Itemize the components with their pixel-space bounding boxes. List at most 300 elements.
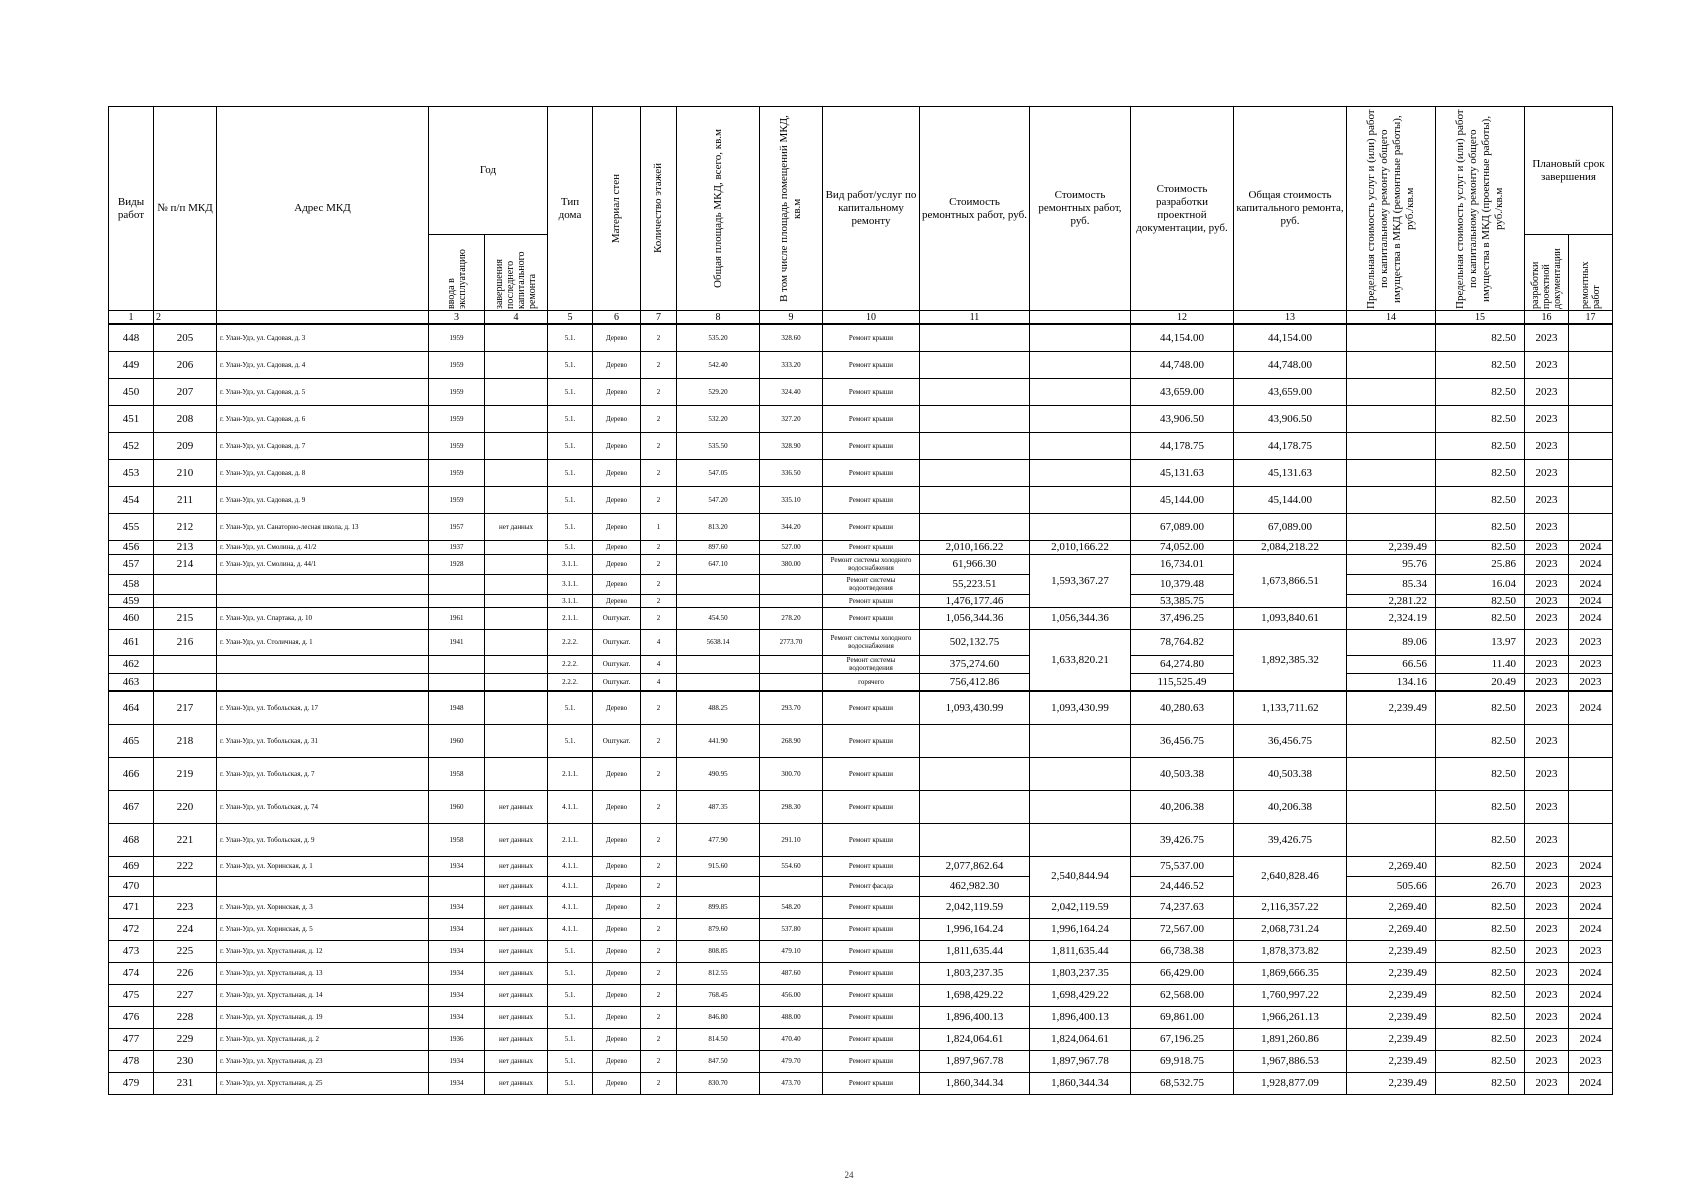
total-area: 813.20 bbox=[677, 513, 760, 540]
deadline-works: 2024 bbox=[1569, 1028, 1613, 1050]
limit-repair: 85.34 bbox=[1347, 574, 1436, 594]
limit-design: 82.50 bbox=[1436, 724, 1525, 757]
year-last-repair: нет данных bbox=[485, 896, 548, 918]
limit-repair bbox=[1347, 378, 1436, 405]
work-kind: Ремонт крыши bbox=[823, 540, 920, 554]
year-last-repair bbox=[485, 629, 548, 655]
col-number: 6 bbox=[593, 311, 641, 325]
floors: 2 bbox=[641, 540, 677, 554]
total-area: 532.20 bbox=[677, 405, 760, 432]
house-type: 2.2.2. bbox=[548, 655, 593, 673]
col-number: 7 bbox=[641, 311, 677, 325]
work-kind: Ремонт системы водоотведения bbox=[823, 655, 920, 673]
limit-design: 82.50 bbox=[1436, 757, 1525, 790]
year-last-repair bbox=[485, 607, 548, 629]
limit-design: 82.50 bbox=[1436, 459, 1525, 486]
floors: 2 bbox=[641, 1028, 677, 1050]
design-cost: 74,052.00 bbox=[1131, 540, 1234, 554]
limit-design: 20.49 bbox=[1436, 673, 1525, 691]
limit-design: 82.50 bbox=[1436, 691, 1525, 724]
mkd-number: 208 bbox=[154, 405, 217, 432]
year-commission: 1934 bbox=[429, 896, 485, 918]
mkd-number bbox=[154, 655, 217, 673]
year-last-repair bbox=[485, 724, 548, 757]
total-cost: 1,760,997.22 bbox=[1234, 984, 1347, 1006]
repair-cost: 462,982.30 bbox=[920, 876, 1030, 896]
year-last-repair bbox=[485, 655, 548, 673]
repair-cost bbox=[920, 378, 1030, 405]
row-index: 458 bbox=[109, 574, 154, 594]
premises-area bbox=[760, 673, 823, 691]
year-commission bbox=[429, 594, 485, 607]
deadline-works: 2024 bbox=[1569, 554, 1613, 574]
repair-cost-2 bbox=[1030, 513, 1131, 540]
year-last-repair bbox=[485, 405, 548, 432]
premises-area: 456.00 bbox=[760, 984, 823, 1006]
address-cell: г. Улан-Удэ, ул. Хоринская, д. 3 bbox=[217, 896, 429, 918]
table-row bbox=[109, 607, 1613, 629]
deadline-works: 2024 bbox=[1569, 962, 1613, 984]
work-kind: Ремонт крыши bbox=[823, 823, 920, 856]
col-total-cost: Общая стоимость капитального ремонта, руб. bbox=[1234, 107, 1347, 311]
year-commission: 1959 bbox=[429, 432, 485, 459]
repair-cost bbox=[920, 724, 1030, 757]
mkd-number bbox=[154, 594, 217, 607]
floors: 2 bbox=[641, 940, 677, 962]
col-number: 5 bbox=[548, 311, 593, 325]
limit-design: 82.50 bbox=[1436, 486, 1525, 513]
year-last-repair bbox=[485, 691, 548, 724]
total-area: 897.60 bbox=[677, 540, 760, 554]
row-index: 468 bbox=[109, 823, 154, 856]
total-area: 812.55 bbox=[677, 962, 760, 984]
limit-design: 82.50 bbox=[1436, 1006, 1525, 1028]
mkd-number: 227 bbox=[154, 984, 217, 1006]
house-type: 5.1. bbox=[548, 486, 593, 513]
year-commission: 1928 bbox=[429, 554, 485, 574]
total-area bbox=[677, 876, 760, 896]
floors: 2 bbox=[641, 1072, 677, 1094]
limit-repair: 2,239.49 bbox=[1347, 540, 1436, 554]
deadline-works: 2024 bbox=[1569, 856, 1613, 876]
design-cost: 44,154.00 bbox=[1131, 324, 1234, 351]
deadline-works bbox=[1569, 351, 1613, 378]
house-type: 5.1. bbox=[548, 405, 593, 432]
total-cost: 2,116,357.22 bbox=[1234, 896, 1347, 918]
total-area: 5638.14 bbox=[677, 629, 760, 655]
repair-cost-2 bbox=[1030, 459, 1131, 486]
deadline-design: 2023 bbox=[1525, 691, 1569, 724]
deadline-design: 2023 bbox=[1525, 757, 1569, 790]
repair-cost-2: 1,803,237.35 bbox=[1030, 962, 1131, 984]
column-number-row bbox=[109, 311, 1613, 325]
row-index: 474 bbox=[109, 962, 154, 984]
repair-cost: 1,824,064.61 bbox=[920, 1028, 1030, 1050]
total-cost: 1,967,886.53 bbox=[1234, 1050, 1347, 1072]
repair-cost-2: 2,010,166.22 bbox=[1030, 540, 1131, 554]
repair-cost: 1,896,400.13 bbox=[920, 1006, 1030, 1028]
design-cost: 43,906.50 bbox=[1131, 405, 1234, 432]
address-cell: г. Улан-Удэ, ул. Хрустальная, д. 23 bbox=[217, 1050, 429, 1072]
house-type: 2.1.1. bbox=[548, 757, 593, 790]
address-cell: г. Улан-Удэ, ул. Смолина, д. 44/1 bbox=[217, 554, 429, 574]
wall-material: Дерево bbox=[593, 324, 641, 351]
design-cost: 39,426.75 bbox=[1131, 823, 1234, 856]
row-index: 477 bbox=[109, 1028, 154, 1050]
table-body bbox=[109, 324, 1613, 1094]
col-deadline-works: ремонтных работ bbox=[1569, 235, 1613, 311]
limit-repair bbox=[1347, 790, 1436, 823]
design-cost: 115,525.49 bbox=[1131, 673, 1234, 691]
house-type: 4.1.1. bbox=[548, 918, 593, 940]
deadline-design: 2023 bbox=[1525, 1028, 1569, 1050]
design-cost: 44,178.75 bbox=[1131, 432, 1234, 459]
floors: 2 bbox=[641, 459, 677, 486]
limit-repair bbox=[1347, 486, 1436, 513]
floors: 2 bbox=[641, 607, 677, 629]
col-total-area: Общая площадь МКД, всего, кв.м bbox=[677, 107, 760, 311]
total-cost: 45,131.63 bbox=[1234, 459, 1347, 486]
repair-cost-2: 1,593,367.27 bbox=[1030, 554, 1131, 607]
year-last-repair bbox=[485, 378, 548, 405]
work-kind: Ремонт крыши bbox=[823, 459, 920, 486]
year-last-repair bbox=[485, 432, 548, 459]
row-index: 479 bbox=[109, 1072, 154, 1094]
address-cell: г. Улан-Удэ, ул. Смолина, д. 41/2 bbox=[217, 540, 429, 554]
work-kind: Ремонт крыши bbox=[823, 940, 920, 962]
deadline-design: 2023 bbox=[1525, 574, 1569, 594]
row-index: 450 bbox=[109, 378, 154, 405]
row-index: 455 bbox=[109, 513, 154, 540]
year-commission: 1937 bbox=[429, 540, 485, 554]
deadline-design: 2023 bbox=[1525, 876, 1569, 896]
total-area: 768.45 bbox=[677, 984, 760, 1006]
mkd-number: 228 bbox=[154, 1006, 217, 1028]
table-row bbox=[109, 724, 1613, 757]
limit-design: 82.50 bbox=[1436, 405, 1525, 432]
wall-material: Дерево bbox=[593, 940, 641, 962]
total-cost: 43,659.00 bbox=[1234, 378, 1347, 405]
deadline-works: 2023 bbox=[1569, 655, 1613, 673]
limit-design: 16.04 bbox=[1436, 574, 1525, 594]
wall-material: Дерево bbox=[593, 574, 641, 594]
work-kind: Ремонт крыши bbox=[823, 378, 920, 405]
year-last-repair bbox=[485, 540, 548, 554]
repair-cost bbox=[920, 513, 1030, 540]
table-row bbox=[109, 757, 1613, 790]
premises-area: 327.20 bbox=[760, 405, 823, 432]
repair-cost: 502,132.75 bbox=[920, 629, 1030, 655]
address-cell: г. Улан-Удэ, ул. Тобольская, д. 7 bbox=[217, 757, 429, 790]
year-commission: 1934 bbox=[429, 918, 485, 940]
deadline-design: 2023 bbox=[1525, 1006, 1569, 1028]
design-cost: 69,861.00 bbox=[1131, 1006, 1234, 1028]
wall-material: Оштукат. bbox=[593, 629, 641, 655]
limit-repair: 89.06 bbox=[1347, 629, 1436, 655]
mkd-number: 212 bbox=[154, 513, 217, 540]
design-cost: 72,567.00 bbox=[1131, 918, 1234, 940]
deadline-design: 2023 bbox=[1525, 655, 1569, 673]
total-cost: 1,892,385.32 bbox=[1234, 629, 1347, 691]
house-type: 4.1.1. bbox=[548, 790, 593, 823]
deadline-design: 2023 bbox=[1525, 673, 1569, 691]
repair-cost bbox=[920, 486, 1030, 513]
repair-cost-2: 1,824,064.61 bbox=[1030, 1028, 1131, 1050]
limit-repair bbox=[1347, 351, 1436, 378]
table-row bbox=[109, 896, 1613, 918]
year-commission: 1961 bbox=[429, 607, 485, 629]
house-type: 2.2.2. bbox=[548, 629, 593, 655]
table-row bbox=[109, 432, 1613, 459]
deadline-design: 2023 bbox=[1525, 607, 1569, 629]
wall-material: Дерево bbox=[593, 876, 641, 896]
premises-area: 2773.70 bbox=[760, 629, 823, 655]
repair-cost-2: 1,093,430.99 bbox=[1030, 691, 1131, 724]
row-index: 461 bbox=[109, 629, 154, 655]
premises-area bbox=[760, 655, 823, 673]
wall-material: Дерево bbox=[593, 962, 641, 984]
year-commission: 1959 bbox=[429, 351, 485, 378]
mkd-number: 215 bbox=[154, 607, 217, 629]
limit-repair: 2,239.49 bbox=[1347, 962, 1436, 984]
table-row bbox=[109, 984, 1613, 1006]
year-last-repair: нет данных bbox=[485, 823, 548, 856]
total-cost: 36,456.75 bbox=[1234, 724, 1347, 757]
limit-design: 82.50 bbox=[1436, 940, 1525, 962]
floors: 1 bbox=[641, 513, 677, 540]
floors: 2 bbox=[641, 574, 677, 594]
limit-repair: 95.76 bbox=[1347, 554, 1436, 574]
limit-repair: 2,324.19 bbox=[1347, 607, 1436, 629]
limit-design: 82.50 bbox=[1436, 540, 1525, 554]
work-kind: Ремонт системы холодного водоснабжения bbox=[823, 554, 920, 574]
mkd-number: 210 bbox=[154, 459, 217, 486]
limit-repair: 2,269.40 bbox=[1347, 896, 1436, 918]
house-type: 2.2.2. bbox=[548, 673, 593, 691]
deadline-design: 2023 bbox=[1525, 540, 1569, 554]
table-row bbox=[109, 1050, 1613, 1072]
deadline-works: 2023 bbox=[1569, 629, 1613, 655]
year-last-repair: нет данных bbox=[485, 1072, 548, 1094]
year-last-repair bbox=[485, 594, 548, 607]
row-index: 466 bbox=[109, 757, 154, 790]
mkd-number: 205 bbox=[154, 324, 217, 351]
design-cost: 64,274.80 bbox=[1131, 655, 1234, 673]
year-commission: 1959 bbox=[429, 324, 485, 351]
repair-cost-2: 1,811,635.44 bbox=[1030, 940, 1131, 962]
table-row bbox=[109, 513, 1613, 540]
limit-design: 82.50 bbox=[1436, 607, 1525, 629]
address-cell: г. Улан-Удэ, ул. Тобольская, д. 31 bbox=[217, 724, 429, 757]
total-cost: 39,426.75 bbox=[1234, 823, 1347, 856]
deadline-design: 2023 bbox=[1525, 432, 1569, 459]
col-number: 15 bbox=[1436, 311, 1525, 325]
year-last-repair bbox=[485, 486, 548, 513]
total-area: 441.90 bbox=[677, 724, 760, 757]
design-cost: 37,496.25 bbox=[1131, 607, 1234, 629]
total-area: 647.10 bbox=[677, 554, 760, 574]
limit-design: 82.50 bbox=[1436, 918, 1525, 940]
address-cell: г. Улан-Удэ, ул. Садовая, д. 3 bbox=[217, 324, 429, 351]
row-index: 463 bbox=[109, 673, 154, 691]
table-row bbox=[109, 691, 1613, 724]
house-type: 5.1. bbox=[548, 324, 593, 351]
mkd-number: 221 bbox=[154, 823, 217, 856]
premises-area: 527.00 bbox=[760, 540, 823, 554]
floors: 2 bbox=[641, 724, 677, 757]
total-area: 830.70 bbox=[677, 1072, 760, 1094]
house-type: 5.1. bbox=[548, 1050, 593, 1072]
limit-design: 82.50 bbox=[1436, 594, 1525, 607]
limit-design: 82.50 bbox=[1436, 823, 1525, 856]
work-kind: Ремонт крыши bbox=[823, 757, 920, 790]
year-last-repair bbox=[485, 673, 548, 691]
table-row bbox=[109, 486, 1613, 513]
premises-area: 300.70 bbox=[760, 757, 823, 790]
repair-cost bbox=[920, 432, 1030, 459]
premises-area: 548.20 bbox=[760, 896, 823, 918]
year-last-repair: нет данных bbox=[485, 790, 548, 823]
wall-material: Дерево bbox=[593, 984, 641, 1006]
deadline-design: 2023 bbox=[1525, 378, 1569, 405]
repair-cost-2: 1,996,164.24 bbox=[1030, 918, 1131, 940]
total-cost: 1,966,261.13 bbox=[1234, 1006, 1347, 1028]
total-cost: 44,748.00 bbox=[1234, 351, 1347, 378]
limit-repair bbox=[1347, 459, 1436, 486]
house-type: 3.1.1. bbox=[548, 594, 593, 607]
work-kind: Ремонт крыши bbox=[823, 1072, 920, 1094]
total-cost: 1,928,877.09 bbox=[1234, 1072, 1347, 1094]
deadline-design: 2023 bbox=[1525, 324, 1569, 351]
table-row bbox=[109, 378, 1613, 405]
mkd-number: 229 bbox=[154, 1028, 217, 1050]
floors: 4 bbox=[641, 673, 677, 691]
limit-design: 82.50 bbox=[1436, 1028, 1525, 1050]
col-number: 8 bbox=[677, 311, 760, 325]
house-type: 5.1. bbox=[548, 378, 593, 405]
address-cell: г. Улан-Удэ, ул. Хрустальная, д. 2 bbox=[217, 1028, 429, 1050]
floors: 2 bbox=[641, 405, 677, 432]
premises-area: 336.50 bbox=[760, 459, 823, 486]
deadline-design: 2023 bbox=[1525, 486, 1569, 513]
mkd-number: 216 bbox=[154, 629, 217, 655]
total-area: 915.60 bbox=[677, 856, 760, 876]
mkd-number: 217 bbox=[154, 691, 217, 724]
premises-area: 335.10 bbox=[760, 486, 823, 513]
row-index: 478 bbox=[109, 1050, 154, 1072]
limit-repair bbox=[1347, 757, 1436, 790]
design-cost: 68,532.75 bbox=[1131, 1072, 1234, 1094]
design-cost: 66,738.38 bbox=[1131, 940, 1234, 962]
premises-area: 554.60 bbox=[760, 856, 823, 876]
house-type: 4.1.1. bbox=[548, 896, 593, 918]
wall-material: Дерево bbox=[593, 351, 641, 378]
total-area: 879.60 bbox=[677, 918, 760, 940]
total-cost: 40,503.38 bbox=[1234, 757, 1347, 790]
limit-repair: 2,239.49 bbox=[1347, 940, 1436, 962]
repair-cost-2 bbox=[1030, 823, 1131, 856]
wall-material: Дерево bbox=[593, 540, 641, 554]
repair-cost bbox=[920, 351, 1030, 378]
total-area: 847.50 bbox=[677, 1050, 760, 1072]
year-last-repair bbox=[485, 574, 548, 594]
total-area: 808.85 bbox=[677, 940, 760, 962]
wall-material: Дерево bbox=[593, 918, 641, 940]
limit-design: 82.50 bbox=[1436, 513, 1525, 540]
floors: 2 bbox=[641, 378, 677, 405]
table-row bbox=[109, 629, 1613, 655]
repair-cost: 1,093,430.99 bbox=[920, 691, 1030, 724]
total-area: 542.40 bbox=[677, 351, 760, 378]
total-cost: 1,869,666.35 bbox=[1234, 962, 1347, 984]
floors: 2 bbox=[641, 984, 677, 1006]
repair-cost: 1,996,164.24 bbox=[920, 918, 1030, 940]
row-index: 462 bbox=[109, 655, 154, 673]
total-cost: 44,154.00 bbox=[1234, 324, 1347, 351]
design-cost: 45,144.00 bbox=[1131, 486, 1234, 513]
total-area: 454.50 bbox=[677, 607, 760, 629]
floors: 4 bbox=[641, 629, 677, 655]
year-last-repair bbox=[485, 757, 548, 790]
floors: 2 bbox=[641, 823, 677, 856]
row-index: 459 bbox=[109, 594, 154, 607]
address-cell: г. Улан-Удэ, ул. Хрустальная, д. 19 bbox=[217, 1006, 429, 1028]
wall-material: Дерево bbox=[593, 378, 641, 405]
house-type: 5.1. bbox=[548, 940, 593, 962]
wall-material: Дерево bbox=[593, 486, 641, 513]
limit-design: 11.40 bbox=[1436, 655, 1525, 673]
deadline-works bbox=[1569, 378, 1613, 405]
deadline-design: 2023 bbox=[1525, 459, 1569, 486]
premises-area: 487.60 bbox=[760, 962, 823, 984]
design-cost: 40,280.63 bbox=[1131, 691, 1234, 724]
limit-design: 82.50 bbox=[1436, 351, 1525, 378]
year-last-repair: нет данных bbox=[485, 876, 548, 896]
year-last-repair: нет данных bbox=[485, 940, 548, 962]
deadline-works bbox=[1569, 757, 1613, 790]
year-commission bbox=[429, 673, 485, 691]
total-cost: 1,133,711.62 bbox=[1234, 691, 1347, 724]
repair-cost bbox=[920, 459, 1030, 486]
wall-material: Дерево bbox=[593, 790, 641, 823]
repair-cost: 1,803,237.35 bbox=[920, 962, 1030, 984]
repair-cost-2 bbox=[1030, 757, 1131, 790]
wall-material: Дерево bbox=[593, 459, 641, 486]
floors: 2 bbox=[641, 691, 677, 724]
limit-design: 82.50 bbox=[1436, 896, 1525, 918]
mkd-number: 231 bbox=[154, 1072, 217, 1094]
limit-design: 25.86 bbox=[1436, 554, 1525, 574]
deadline-works bbox=[1569, 513, 1613, 540]
year-last-repair bbox=[485, 554, 548, 574]
deadline-works bbox=[1569, 432, 1613, 459]
table-row bbox=[109, 351, 1613, 378]
deadline-works bbox=[1569, 459, 1613, 486]
total-cost: 2,068,731.24 bbox=[1234, 918, 1347, 940]
work-kind: Ремонт крыши bbox=[823, 1006, 920, 1028]
limit-design: 82.50 bbox=[1436, 432, 1525, 459]
limit-repair: 2,239.49 bbox=[1347, 1050, 1436, 1072]
mkd-number bbox=[154, 574, 217, 594]
total-cost: 2,084,218.22 bbox=[1234, 540, 1347, 554]
design-cost: 62,568.00 bbox=[1131, 984, 1234, 1006]
limit-design: 82.50 bbox=[1436, 984, 1525, 1006]
row-index: 454 bbox=[109, 486, 154, 513]
design-cost: 24,446.52 bbox=[1131, 876, 1234, 896]
col-number: 9 bbox=[760, 311, 823, 325]
floors: 2 bbox=[641, 351, 677, 378]
year-last-repair: нет данных bbox=[485, 918, 548, 940]
